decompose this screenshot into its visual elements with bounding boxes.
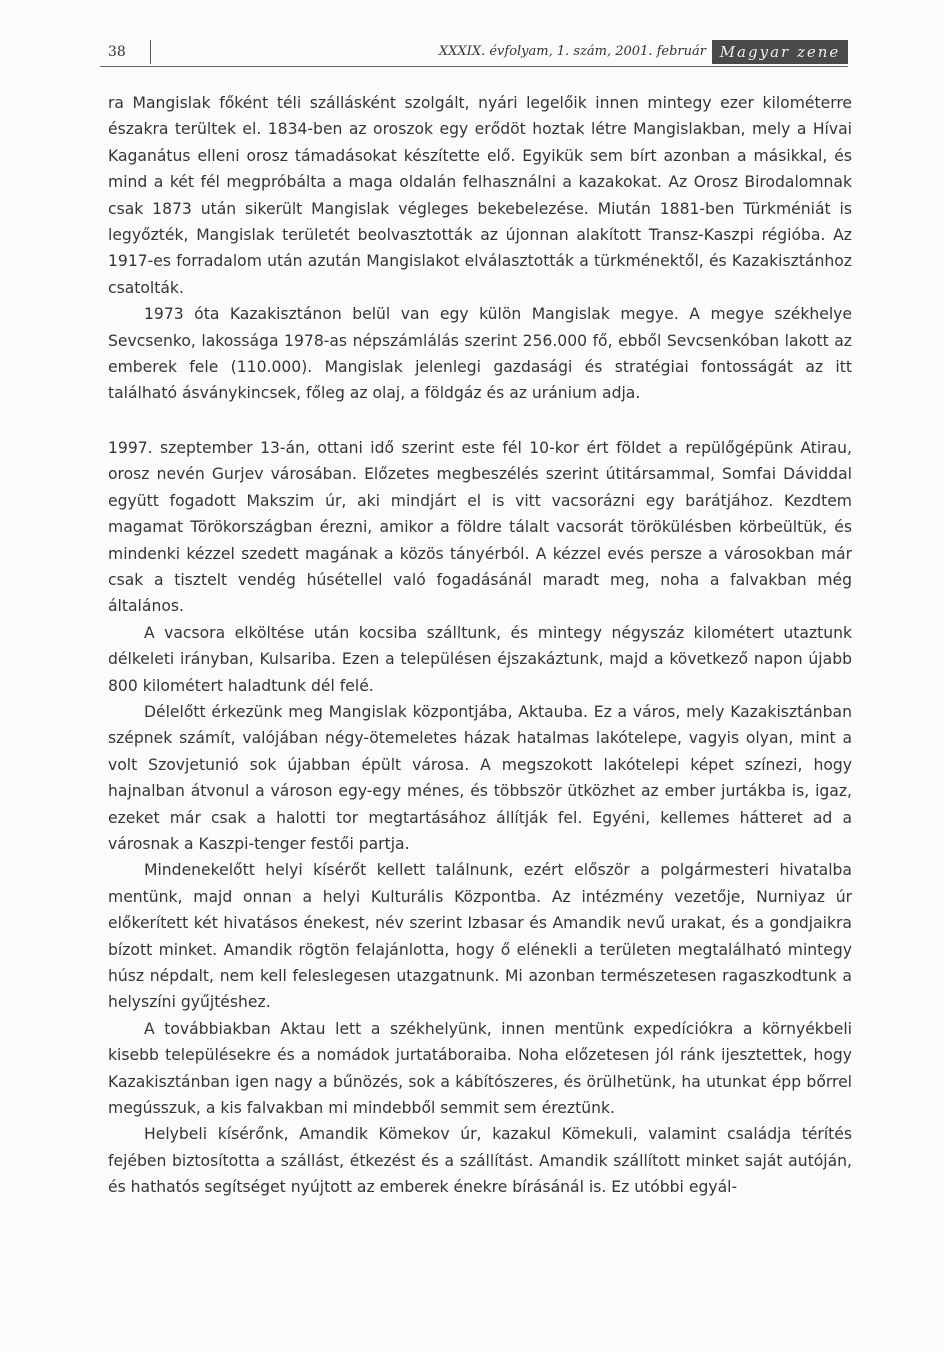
header-rule [100,66,848,67]
paragraph: Délelőtt érkezünk meg Mangislak központjába, Aktauba. Ez a város, mely Kazakisztánban szépnek számít, valójában négy-ötemeletes házak hatalmas lakótelepe, vagyis olyan, mint a volt Szovjetunió sok újabban épült városa. A megszokott lakótelepi képet színezi, hogy hajnalban átvonul a városon egy-egy ménes, és többször ütközhet az ember jurtákba is, igaz, ezeket már csak a halotti tor megtartásához állítják fel. Egyéni, kellemes hátteret ad a városnak a Kaszpi-tenger festői partja. [108,702,852,853]
header-divider [150,40,151,64]
page-header [100,40,848,66]
article-body [108,90,852,1201]
paragraph: A továbbiakban Aktau lett a székhelyünk, innen mentünk expedíciókra a környékbeli kisebb településekre és a nomádok jurtatáboraiba. Noha előzetesen jól ránk ijesztettek, hogy Kazakisztánban igen nagy a bűnözés, sok a kábítószeres, és örülhetünk, ha utunkat épp bőrrel megússzuk, a kis falvakban mi mindebből semmit sem éreztünk. [108,1019,852,1118]
paragraph: ra Mangislak főként téli szállásként szolgált, nyári legelőik innen mintegy ezer kilométerre északra terültek el. 1834-ben az oroszok egy erődöt hoztak létre Mangislakban, mely a Hívai Kaganátus elleni orosz támadásokat készítette elő. Egyikük sem bírt azonban a másikkal, és mind a két fél megpróbálta a maga oldalán felhasználni a kazakokat. Az Orosz Birodalomnak csak 1873 után sikerült Mangislak végleges bekebelezése. Miután 1881-ben Türkméniát is legyőzték, Mangislak területét beolvasztották az újonnan alakított Transz-Kaszpi régióba. Az 1917-es forradalom után azután Mangislakot elválasztották a türkménektől, és Kazakisztánhoz csatolták. [108,94,852,297]
paragraph: A vacsora elköltése után kocsiba szálltunk, és mintegy négyszáz kilométert utaztunk délkeleti irányban, Kulsariba. Ezen a településen éjszakáztunk, majd a következő napon újabb 800 kilométert haladtunk dél felé. [108,623,852,695]
paragraph: 1973 óta Kazakisztánon belül van egy külön Mangislak megye. A megye székhelye Sevcsenko, lakossága 1978-as népszámlálás szerint 256.000 fő, ebből Sevcsenkóban lakott az emberek fele (110.000). Mangislak jelenlegi gazdasági és stratégiai fontosságát az itt található ásványkincsek, főleg az olaj, a földgáz és az uránium adja. [108,305,852,403]
issue-info: XXXIX. évfolyam, 1. szám, 2001. február [438,44,706,59]
journal-brand: Magyar zene [712,40,848,64]
paragraph: 1997. szeptember 13-án, ottani idő szerint este fél 10-kor ért földet a repülőgépünk Atirau, orosz nevén Gurjev városában. Előzetes megbeszélés szerint útitársammal, Somfai Dáviddal együtt fogadott Makszim úr, aki mindjárt el is vitt vacsorázni egy barátjához. Kezdtem magamat Törökországban érezni, amikor a földre tálalt vacsorát törökülésben körbeültük, és mindenki kézzel szedett magának a közös tányérból. A kézzel evés persze a városokban már csak a tisztelt vendég húsétellel való fogadásánál maradt meg, noha a falvakban még általános. [108,438,852,616]
section-gap [108,407,852,435]
paragraph: Mindenekelőtt helyi kísérőt kellett találnunk, ezért először a polgármesteri hivatalba mentünk, majd onnan a helyi Kulturális Központba. Az intézmény vezetője, Nurniyaz úr előkerített két hivatásos énekest, név szerint Izbasar és Amandik nevű urakat, és a gondjaikra bízott minket. Amandik rögtön felajánlotta, hogy ő elénekli a területen megtalálható mintegy húsz népdalt, nem kell feleslegesen utazgatnunk. Mi azonban természetesen ragaszkodtunk a helyszíni gyűjtéshez. [108,861,852,1012]
page-number: 38 [108,44,126,60]
paragraph: Helybeli kísérőnk, Amandik Kömekov úr, kazakul Kömekuli, valamint családja térítés fejében biztosította a szállást, étkezést és a szállítást. Amandik szállított minket saját autóján, és hathatós segítséget nyújtott az emberek énekre bírásánál is. Ez utóbbi egyál- [108,1125,852,1197]
